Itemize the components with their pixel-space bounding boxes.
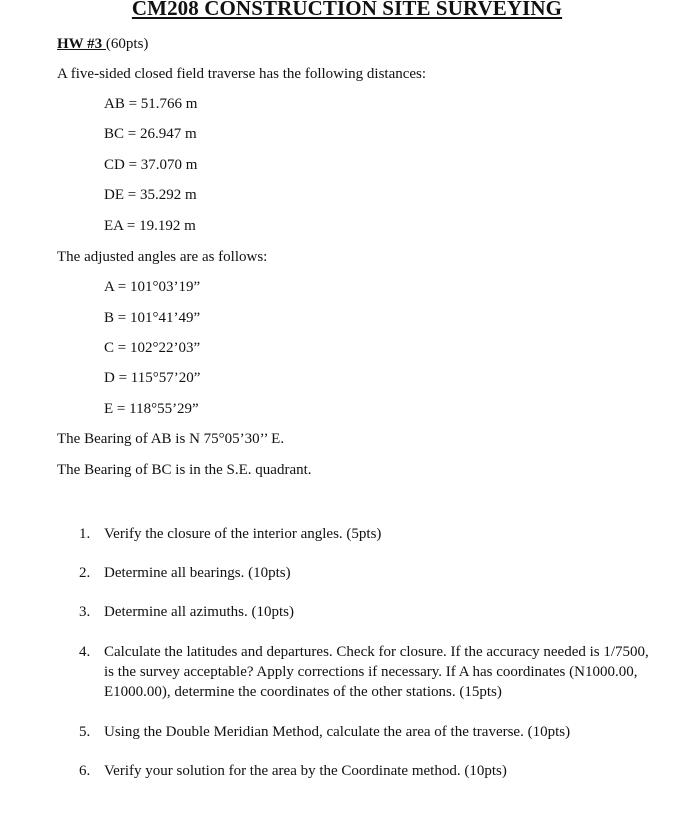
question-number: 2. [79,565,91,581]
question-number: 3. [79,604,91,620]
angle-a: A = 101°03’19” [104,279,201,295]
angle-e: E = 118°55’29” [104,401,199,417]
question-item [79,642,659,702]
distance-ea: EA = 19.192 m [104,218,196,234]
angle-b: B = 101°41’49” [104,310,201,326]
question-number: 1. [79,526,91,542]
question-item [79,761,659,781]
bearing-bc-statement: The Bearing of BC is in the S.E. quadrant. [57,462,312,478]
homework-points: (60pts) [105,36,149,52]
question-text: Verify the closure of the interior angles. (5pts) [104,526,382,542]
question-number: 4. [79,644,91,660]
distances-intro: A five-sided closed field traverse has the following distances: [57,66,427,82]
page-title: CM208 CONSTRUCTION SITE SURVEYING [131,0,563,20]
homework-label: HW #3 [57,36,106,52]
question-text: Calculate the latitudes and departures. Check for closure. If the accuracy needed is 1/7500, is the survey acceptable? Apply corrections if necessary. If A has coordinates (N1000.00, E1000.00), determine the coordinates of the other stations. (15pts) [104,644,649,700]
distance-bc: BC = 26.947 m [104,126,197,142]
question-text: Determine all bearings. (10pts) [104,565,291,581]
angles-intro: The adjusted angles are as follows: [57,249,268,265]
question-item [79,722,659,742]
question-item [79,602,659,622]
question-text: Determine all azimuths. (10pts) [104,604,294,620]
question-text: Verify your solution for the area by the Coordinate method. (10pts) [104,763,507,779]
question-number: 5. [79,724,91,740]
distance-de: DE = 35.292 m [104,187,197,203]
angle-d: D = 115°57’20” [104,370,201,386]
distance-ab: AB = 51.766 m [104,96,198,112]
question-item [79,524,659,544]
angle-c: C = 102°22’03” [104,340,201,356]
distance-cd: CD = 37.070 m [104,157,198,173]
homework-heading [57,36,148,53]
bearing-ab-statement: The Bearing of AB is N 75°05’30’’ E. [57,431,285,447]
question-item [79,563,659,583]
question-text: Using the Double Meridian Method, calculate the area of the traverse. (10pts) [104,724,571,740]
question-number: 6. [79,763,91,779]
